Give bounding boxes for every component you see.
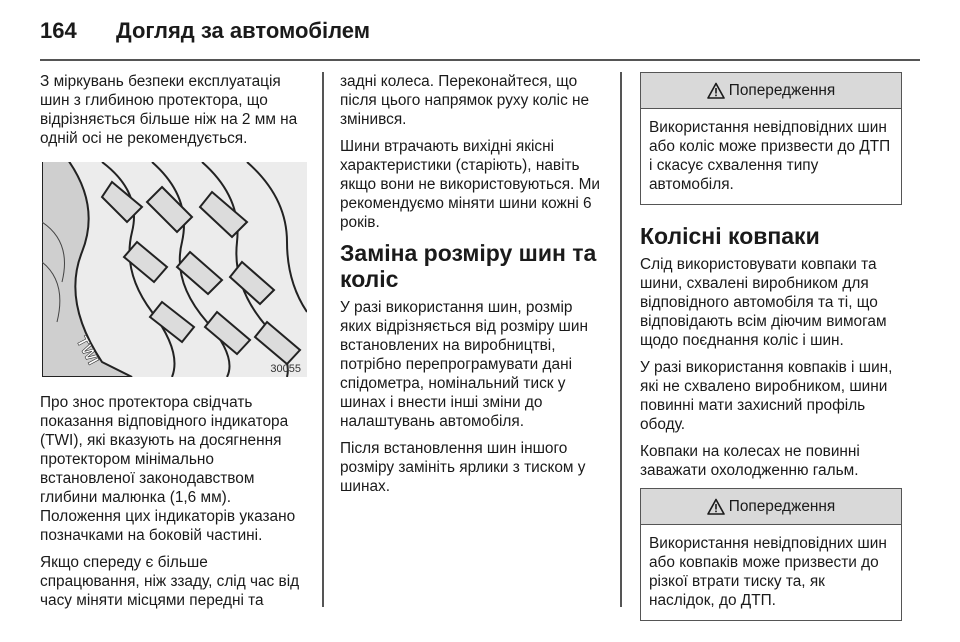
twi-label: TWI <box>72 333 102 368</box>
figure-id: 30055 <box>270 363 301 375</box>
column-divider <box>620 72 622 607</box>
page-header <box>40 12 920 52</box>
column-divider <box>322 72 324 607</box>
column-1 <box>40 72 308 618</box>
column-2 <box>340 72 608 504</box>
paragraph: Шини втрачають вихідні якісні характеристики (старіють), навіть якщо вони не використовуються. Ми рекомендуємо міняти шини кожні 6 років. <box>340 138 600 231</box>
column-3 <box>640 72 902 639</box>
warning-text: Використання невідповідних шин або ковпаків може призвести до різкої втрати тиску та, як наслідок, до ДТП. <box>649 535 887 609</box>
paragraph: Ковпаки на колесах не повинні заважати охолодженню гальм. <box>640 443 860 479</box>
paragraph: У разі використання шин, розмір яких відрізняється від розміру шин встановлених на виробництві, потрібно перепрограмувати дані спідометра, номінальний тиск у шинах і внести інші зміни до налаштувань автомобіля. <box>340 299 588 430</box>
warning-header <box>641 489 901 525</box>
section-heading: Заміна розміру шин та коліс <box>340 240 597 292</box>
warning-box <box>640 488 902 621</box>
header-divider <box>40 59 920 61</box>
page-number: 164 <box>40 18 77 43</box>
warning-header <box>641 73 901 109</box>
warning-box <box>640 72 902 205</box>
warning-text: Використання невідповідних шин або коліс може призвести до ДТП і скасує схвалення типу автомобіля. <box>649 119 891 193</box>
warning-title: Попередження <box>728 81 836 99</box>
section-heading: Колісні ковпаки <box>640 223 820 249</box>
tire-tread-illustration <box>42 162 307 377</box>
warning-title: Попередження <box>728 497 836 515</box>
section-title: Догляд за автомобілем <box>116 18 371 43</box>
paragraph: З міркувань безпеки експлуатація шин з глибиною протектора, що відрізняється більше ніж на 2 мм на одній осі не рекомендується. <box>40 73 298 147</box>
warning-triangle-icon <box>707 498 725 516</box>
tread-drawing <box>42 162 307 377</box>
paragraph: задні колеса. Переконайтеся, що після цього напрямок руху коліс не змінився. <box>340 73 590 128</box>
paragraph: Слід використовувати ковпаки та шини, схвалені виробником для відповідного автомобіля та ті, що відповідають всім діючим вимогам щодо поєднання коліс і шин. <box>640 256 887 349</box>
paragraph: Якщо спереду є більше спрацювання, ніж ззаду, слід час від часу міняти місцями передні та <box>40 554 300 609</box>
paragraph: У разі використання ковпаків і шин, які не схвалено виробником, шини повинні мати захисний профіль ободу. <box>640 359 893 433</box>
warning-triangle-icon <box>707 82 725 100</box>
paragraph: Після встановлення шин іншого розміру замініть ярлики з тиском у шинах. <box>340 440 586 495</box>
paragraph: Про знос протектора свідчать показання відповідного індикатора (TWI), які вказують на досягнення протектором мінімально встановленої законодавством глибини малюнка (1,6 мм). Положення цих індикаторів указано позначками на боковій частині. <box>40 394 296 544</box>
